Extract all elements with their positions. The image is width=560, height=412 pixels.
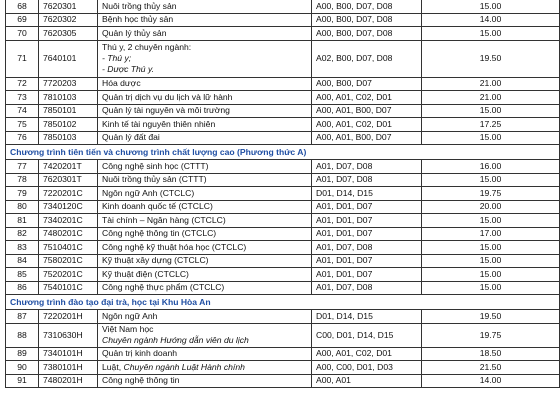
table-row [6,214,560,228]
program-name: Nuôi trồng thủy sản (CTTT) [98,173,312,187]
program-code: 7220201C [39,187,98,201]
program-code: 7620301 [39,0,98,13]
program-code: 7340120C [39,200,98,214]
table-row [6,187,560,201]
section-title-hoa-an-campus: Chương trình đào tạo đại trà, học tại Khu Hòa An [6,295,560,310]
subject-combos: A01, D01, D07 [312,214,422,228]
subject-combos: A01, D01, D07 [312,268,422,282]
table-row [6,268,560,282]
cutoff-score: 15.00 [422,268,560,282]
cutoff-score: 19.75 [422,323,560,347]
program-code: 7540101C [39,281,98,295]
program-name [98,361,312,375]
row-number: 70 [6,27,39,41]
subject-combos: A00, B00, D07 [312,77,422,91]
program-name [98,40,312,77]
program-code: 7720203 [39,77,98,91]
subject-combos: A00, A01, C02, D01 [312,91,422,105]
subject-combos: A01, D01, D07 [312,227,422,241]
table-row [6,241,560,255]
specialization-vet-pharma: - Dược Thú y. [102,64,155,74]
subject-combos: D01, D14, D15 [312,310,422,324]
program-name: Quản lý tài nguyên và môi trường [98,104,312,118]
subject-combos: A00, A01 [312,374,422,388]
table-row [6,323,560,347]
program-code: 7620305 [39,27,98,41]
program-name: Kỹ thuật điện (CTCLC) [98,268,312,282]
subject-combos: A00, A01, B00, D07 [312,104,422,118]
program-name: Ngôn ngữ Anh [98,310,312,324]
row-number: 73 [6,91,39,105]
row-number: 88 [6,323,39,347]
row-number: 91 [6,374,39,388]
program-code: 7480201H [39,374,98,388]
row-number: 87 [6,310,39,324]
table-row [6,347,560,361]
program-name: Kỹ thuật xây dựng (CTCLC) [98,254,312,268]
program-code: 7340201C [39,214,98,228]
subject-combos: A01, D07, D08 [312,281,422,295]
specialization-vet: - Thú y; [102,53,132,63]
section-header-row [6,145,560,160]
row-number: 83 [6,241,39,255]
table-row [6,254,560,268]
program-code: 7510401C [39,241,98,255]
cutoff-score: 19.50 [422,40,560,77]
cutoff-score: 15.00 [422,241,560,255]
table-row [6,104,560,118]
program-code: 7310630H [39,323,98,347]
table-row [6,131,560,145]
admission-score-table [5,0,560,388]
program-name: Tài chính – Ngân hàng (CTCLC) [98,214,312,228]
program-code: 7850103 [39,131,98,145]
table-row [6,13,560,27]
subject-combos: A00, B00, D07, D08 [312,13,422,27]
row-number: 68 [6,0,39,13]
table-row [6,173,560,187]
subject-combos: A00, A01, C02, D01 [312,347,422,361]
row-number: 80 [6,200,39,214]
table-row [6,77,560,91]
cutoff-score: 19.50 [422,310,560,324]
cutoff-score: 15.00 [422,27,560,41]
program-name: Kinh doanh quốc tế (CTCLC) [98,200,312,214]
program-name: Quản trị dịch vụ du lịch và lữ hành [98,91,312,105]
table-row [6,91,560,105]
subject-combos: A02, B00, D07, D08 [312,40,422,77]
cutoff-score: 18.50 [422,347,560,361]
specialization-admin-law: Chuyên ngành Luật Hành chính [123,361,245,372]
subject-combos: A01, D07, D08 [312,160,422,174]
cutoff-score: 15.00 [422,131,560,145]
program-code: 7620301T [39,173,98,187]
section-title-advanced-programs: Chương trình tiên tiến và chương trình chất lượng cao (Phương thức A) [6,145,560,160]
cutoff-score: 21.00 [422,91,560,105]
row-number: 78 [6,173,39,187]
cutoff-score: 15.00 [422,173,560,187]
subject-combos: D01, D14, D15 [312,187,422,201]
program-name-main: Việt Nam học [102,324,154,334]
program-code: 7810103 [39,91,98,105]
row-number: 85 [6,268,39,282]
program-name-main: Luật, [102,361,124,372]
table-row [6,27,560,41]
table-row [6,118,560,132]
subject-combos: A00, C00, D01, D03 [312,361,422,375]
subject-combos: A00, B00, D07, D08 [312,27,422,41]
specialization-tour-guide: Chuyên ngành Hướng dẫn viên du lịch [102,335,249,345]
table-row [6,281,560,295]
table-row [6,361,560,375]
table-row [6,310,560,324]
row-number: 82 [6,227,39,241]
row-number: 77 [6,160,39,174]
row-number: 79 [6,187,39,201]
program-code: 7640101 [39,40,98,77]
subject-combos: A01, D07, D08 [312,173,422,187]
row-number: 74 [6,104,39,118]
cutoff-score: 14.00 [422,374,560,388]
program-name: Công nghệ thông tin (CTCLC) [98,227,312,241]
program-name: Công nghệ sinh học (CTTT) [98,160,312,174]
program-code: 7850101 [39,104,98,118]
subject-combos: A00, B00, D07, D08 [312,0,422,13]
program-name: Công nghệ thông tin [98,374,312,388]
subject-combos: A00, A01, C02, D01 [312,118,422,132]
row-number: 72 [6,77,39,91]
program-name: Bệnh học thủy sản [98,13,312,27]
program-code: 7520201C [39,268,98,282]
program-name: Quản trị kinh doanh [98,347,312,361]
subject-combos: A01, D01, D07 [312,254,422,268]
row-number: 76 [6,131,39,145]
subject-combos: C00, D01, D14, D15 [312,323,422,347]
cutoff-score: 19.75 [422,187,560,201]
cutoff-score: 15.00 [422,0,560,13]
row-number: 69 [6,13,39,27]
table-row [6,40,560,77]
subject-combos: A00, A01, B00, D07 [312,131,422,145]
cutoff-score: 17.25 [422,118,560,132]
table-row [6,0,560,13]
program-name-main: Thú y, 2 chuyên ngành: [102,42,192,52]
cutoff-score: 15.00 [422,254,560,268]
program-name: Ngôn ngữ Anh (CTCLC) [98,187,312,201]
row-number: 71 [6,40,39,77]
program-code: 7220201H [39,310,98,324]
program-name: Quản lý thủy sản [98,27,312,41]
section-header-row [6,295,560,310]
cutoff-score: 21.50 [422,361,560,375]
cutoff-score: 15.00 [422,214,560,228]
cutoff-score: 15.00 [422,104,560,118]
program-name: Quản lý đất đai [98,131,312,145]
program-name: Công nghệ kỹ thuật hóa học (CTCLC) [98,241,312,255]
row-number: 75 [6,118,39,132]
table-row [6,200,560,214]
table-row [6,227,560,241]
program-name: Hóa dược [98,77,312,91]
row-number: 81 [6,214,39,228]
program-code: 7380101H [39,361,98,375]
program-name: Kinh tế tài nguyên thiên nhiên [98,118,312,132]
program-code: 7580201C [39,254,98,268]
cutoff-score: 20.00 [422,200,560,214]
cutoff-score: 21.00 [422,77,560,91]
program-code: 7420201T [39,160,98,174]
table-row [6,160,560,174]
cutoff-score: 16.00 [422,160,560,174]
cutoff-score: 17.00 [422,227,560,241]
row-number: 89 [6,347,39,361]
cutoff-score: 15.00 [422,281,560,295]
row-number: 84 [6,254,39,268]
row-number: 86 [6,281,39,295]
program-code: 7620302 [39,13,98,27]
table-row [6,374,560,388]
subject-combos: A01, D07, D08 [312,241,422,255]
cutoff-score: 14.00 [422,13,560,27]
row-number: 90 [6,361,39,375]
program-code: 7340101H [39,347,98,361]
program-code: 7850102 [39,118,98,132]
subject-combos: A01, D01, D07 [312,200,422,214]
program-name [98,323,312,347]
program-name: Công nghệ thực phẩm (CTCLC) [98,281,312,295]
program-name: Nuôi trồng thủy sản [98,0,312,13]
program-code: 7480201C [39,227,98,241]
